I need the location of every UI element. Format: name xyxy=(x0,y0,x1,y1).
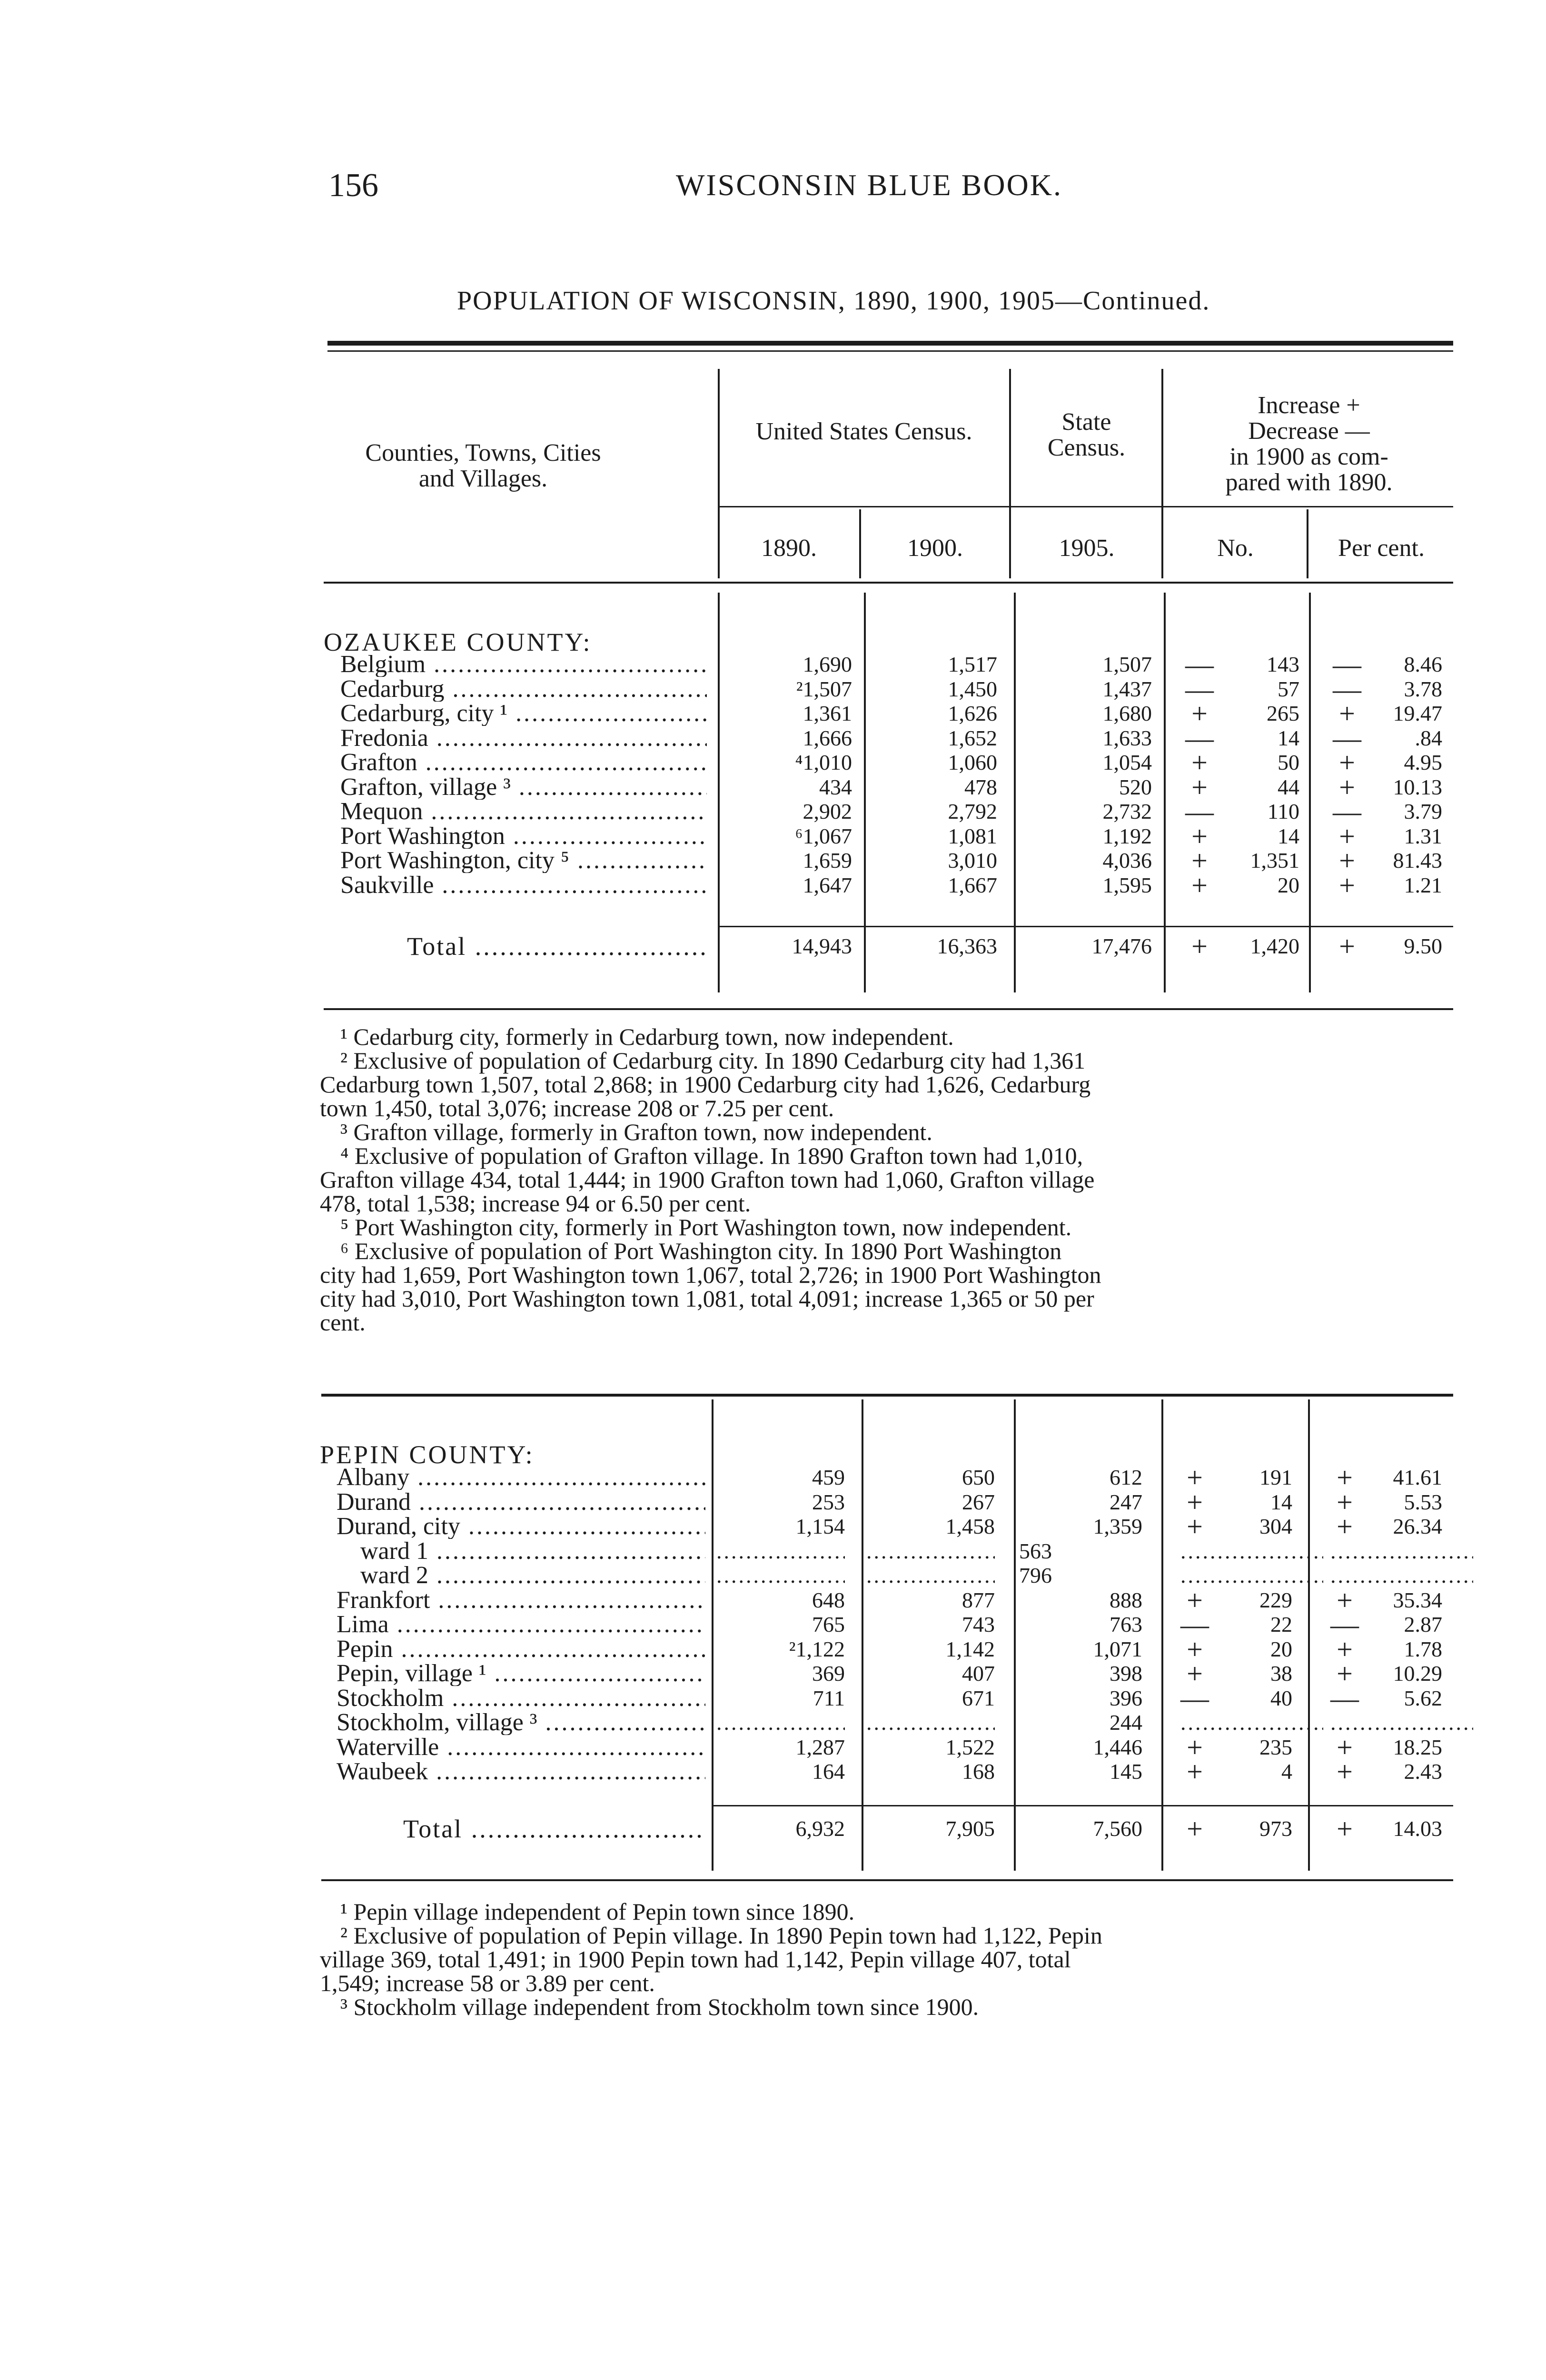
change-number: 229 xyxy=(1259,1587,1292,1612)
census-1900: 877 xyxy=(962,1587,995,1612)
census-1890: 164 xyxy=(812,1759,845,1784)
change-percent: 1.21 xyxy=(1404,873,1442,897)
census-1900: 3,010 xyxy=(948,848,997,873)
census-1905: 1,595 xyxy=(1102,873,1152,897)
change-percent: 35.34 xyxy=(1393,1587,1442,1612)
percent-sign: — xyxy=(1330,1682,1359,1714)
place-name: Belgium ..... xyxy=(340,652,707,677)
change-sign: — xyxy=(1185,649,1214,680)
percent-sign: + xyxy=(1337,1584,1353,1616)
footnote-line: city had 1,659, Port Washington town 1,067, total 2,726; in 1900 Port Washington xyxy=(320,1261,1101,1288)
page-number: 156 xyxy=(328,167,378,204)
footnote-line: town 1,450, total 3,076; increase 208 or 7.25 per cent. xyxy=(320,1095,834,1121)
footnote-line: city had 3,010, Port Washington town 1,081, total 4,091; increase 1,365 or 50 per xyxy=(320,1285,1094,1312)
change-number: 1,351 xyxy=(1250,848,1299,873)
table-row xyxy=(0,1682,1546,1714)
change-number: 38 xyxy=(1270,1661,1292,1686)
footnote-line: 1,549; increase 58 or 3.89 per cent. xyxy=(320,1970,655,1996)
footnote-line: ⁴ Exclusive of population of Grafton village. In 1890 Grafton town had 1,010, xyxy=(340,1142,1083,1169)
col-divider-no-head xyxy=(1161,369,1163,578)
ozaukee-county-heading: OZAUKEE COUNTY: xyxy=(324,628,592,656)
census-1905: 2,732 xyxy=(1102,799,1152,823)
census-1890: 253 xyxy=(812,1489,845,1514)
census-1905: 763 xyxy=(1110,1612,1142,1636)
census-1890: 1,154 xyxy=(795,1514,845,1538)
footnote-line: village 369, total 1,491; in 1900 Pepin town had 1,142, Pepin village 407, total xyxy=(320,1946,1071,1973)
change-number: 304 xyxy=(1259,1514,1292,1538)
change-percent: 2.87 xyxy=(1404,1612,1442,1636)
place-name: ward 2 ..... xyxy=(360,1563,705,1588)
col-divider-pct-head xyxy=(1307,509,1308,578)
census-1900: 1,522 xyxy=(945,1735,995,1759)
place-name: Grafton ..... xyxy=(340,750,707,775)
header-bottom-rule xyxy=(324,582,1453,584)
year-1890-header: 1890. xyxy=(761,535,817,562)
total-change-percent: 14.03 xyxy=(1393,1816,1442,1841)
census-1905: 612 xyxy=(1110,1465,1142,1489)
ozaukee-end-rule xyxy=(324,1008,1453,1010)
change-number: 44 xyxy=(1278,774,1299,799)
change-number: 22 xyxy=(1270,1612,1292,1636)
header-top-rule xyxy=(327,341,1453,346)
census-1905: 1,071 xyxy=(1093,1636,1142,1661)
change-percent: 8.46 xyxy=(1404,652,1442,676)
percent-sign: + xyxy=(1339,845,1355,876)
total-change-number: 1,420 xyxy=(1250,934,1299,958)
total-percent-sign: + xyxy=(1337,1813,1353,1844)
change-number: 14 xyxy=(1278,823,1299,848)
increase-line-3: in 1900 as com- xyxy=(1229,443,1388,470)
census-1905: 1,507 xyxy=(1102,652,1152,676)
total-change-percent: 9.50 xyxy=(1404,934,1442,958)
change-percent: 2.43 xyxy=(1404,1759,1442,1784)
percent-sign: + xyxy=(1339,771,1355,803)
total-1905: 7,560 xyxy=(1093,1816,1142,1841)
change-percent: 3.78 xyxy=(1404,676,1442,701)
census-1890: 369 xyxy=(812,1661,845,1686)
census-1890: 434 xyxy=(819,774,852,799)
table-row xyxy=(0,1633,1546,1665)
census-1905: 1,192 xyxy=(1102,823,1152,848)
dot-leader xyxy=(716,1539,845,1564)
census-1900: 1,458 xyxy=(945,1514,995,1538)
us-census-header: United States Census. xyxy=(755,418,972,445)
place-name: Lima ..... xyxy=(337,1612,705,1637)
change-sign: + xyxy=(1191,747,1208,778)
place-header-line-1: Counties, Towns, Cities xyxy=(365,439,601,466)
table-row xyxy=(0,722,1546,754)
footnote-line: ⁶ Exclusive of population of Port Washington city. In 1890 Port Washington xyxy=(340,1238,1062,1264)
change-number: 57 xyxy=(1278,676,1299,701)
census-1900: 1,060 xyxy=(948,750,997,774)
table-row xyxy=(0,1539,1546,1564)
percent-sign: + xyxy=(1337,1658,1353,1689)
census-1890: 1,690 xyxy=(803,652,852,676)
footnote-line: ¹ Pepin village independent of Pepin town since 1890. xyxy=(340,1898,855,1925)
col-divider-1905-head xyxy=(1009,369,1011,578)
percent-sign: — xyxy=(1333,649,1361,680)
increase-line-1: Increase + xyxy=(1258,392,1360,419)
place-name: Saukville ..... xyxy=(340,873,707,898)
census-1890: 459 xyxy=(812,1465,845,1489)
change-percent: 1.78 xyxy=(1404,1636,1442,1661)
header-top-thin-rule xyxy=(327,350,1453,352)
change-number: 4 xyxy=(1281,1759,1292,1784)
col-divider-1890-head xyxy=(718,369,720,578)
place-header-line-2: and Villages. xyxy=(418,465,548,492)
change-number: 14 xyxy=(1270,1489,1292,1514)
footnote-line: Cedarburg town 1,507, total 2,868; in 1900 Cedarburg city had 1,626, Cedarburg xyxy=(320,1071,1091,1098)
change-sign: + xyxy=(1191,820,1208,852)
change-percent: .84 xyxy=(1415,725,1442,750)
dot-leader xyxy=(866,1539,995,1564)
total-label: Total ..... xyxy=(403,1816,705,1841)
change-number: 20 xyxy=(1278,873,1299,897)
change-sign: + xyxy=(1187,1511,1203,1542)
change-sign: + xyxy=(1191,698,1208,729)
change-sign: + xyxy=(1187,1756,1203,1787)
census-1890: ⁴1,010 xyxy=(795,750,852,774)
table-row xyxy=(0,1609,1546,1640)
percent-sign: + xyxy=(1339,747,1355,778)
year-1900-header: 1900. xyxy=(907,535,963,562)
census-1900: 1,652 xyxy=(948,725,997,750)
census-1890: 1,361 xyxy=(803,701,852,725)
footnote-line: ⁵ Port Washington city, formerly in Port Washington town, now independent. xyxy=(340,1214,1072,1240)
percent-sign: — xyxy=(1330,1609,1359,1640)
no-header: No. xyxy=(1217,535,1254,562)
change-percent: 5.62 xyxy=(1404,1686,1442,1710)
table-row xyxy=(0,869,1546,901)
census-1890: 648 xyxy=(812,1587,845,1612)
census-1905: 145 xyxy=(1110,1759,1142,1784)
running-head: WISCONSIN BLUE BOOK. xyxy=(676,168,1062,202)
census-1890: 1,659 xyxy=(803,848,852,873)
table-row xyxy=(0,1462,1546,1493)
place-name: Waubeek ..... xyxy=(337,1759,705,1784)
census-1905: 1,437 xyxy=(1102,676,1152,701)
total-change-sign: + xyxy=(1187,1813,1203,1844)
footnote-line: 478, total 1,538; increase 94 or 6.50 per cent. xyxy=(320,1190,751,1217)
table-row xyxy=(0,1584,1546,1616)
change-number: 235 xyxy=(1259,1735,1292,1759)
census-1900: 1,626 xyxy=(948,701,997,725)
change-percent: 1.31 xyxy=(1404,823,1442,848)
census-1890: 765 xyxy=(812,1612,845,1636)
change-sign: + xyxy=(1191,845,1208,876)
census-1905: 1,359 xyxy=(1093,1514,1142,1538)
table-row xyxy=(0,1756,1546,1787)
dot-leader xyxy=(866,1710,995,1735)
census-1905: 1,680 xyxy=(1102,701,1152,725)
place-name: Grafton, village ³ ..... xyxy=(340,775,707,800)
change-percent: 4.95 xyxy=(1404,750,1442,774)
census-1900: 1,667 xyxy=(948,873,997,897)
year-1905-header: 1905. xyxy=(1059,535,1115,562)
census-1890: ²1,507 xyxy=(796,676,852,701)
change-number: 143 xyxy=(1267,652,1299,676)
place-name: Frankfort ..... xyxy=(337,1588,705,1613)
percent-sign: + xyxy=(1337,1486,1353,1518)
total-1900: 16,363 xyxy=(937,934,997,958)
change-sign: — xyxy=(1185,722,1214,754)
census-1890: 711 xyxy=(813,1686,845,1710)
census-1890: 1,647 xyxy=(803,873,852,897)
place-name: Durand, city ..... xyxy=(337,1514,705,1539)
place-name: Port Washington ..... xyxy=(340,824,707,849)
census-1905: 563 xyxy=(1019,1538,1052,1563)
state-census-line-1: State xyxy=(1061,408,1111,436)
state-census-header xyxy=(1014,409,1159,461)
change-sign: — xyxy=(1180,1682,1209,1714)
table-row xyxy=(0,820,1546,852)
place-name: Stockholm ..... xyxy=(337,1686,705,1711)
census-1890: 1,666 xyxy=(803,725,852,750)
total-change-number: 973 xyxy=(1259,1816,1292,1841)
dot-leader xyxy=(866,1563,995,1588)
ozaukee-total-rule xyxy=(718,926,1453,927)
change-sign: — xyxy=(1185,796,1214,827)
place-name: Cedarburg, city ¹ ..... xyxy=(340,701,707,726)
census-1890: ²1,122 xyxy=(789,1636,845,1661)
percent-sign: + xyxy=(1339,869,1355,901)
census-1900: 168 xyxy=(962,1759,995,1784)
change-percent: 5.53 xyxy=(1404,1489,1442,1514)
total-1890: 6,932 xyxy=(795,1816,845,1841)
footnote-line: ³ Grafton village, formerly in Grafton town, now independent. xyxy=(340,1119,932,1145)
total-1900: 7,905 xyxy=(945,1816,995,1841)
place-name: Mequon ..... xyxy=(340,799,707,824)
change-sign: + xyxy=(1191,771,1208,803)
census-1905: 1,054 xyxy=(1102,750,1152,774)
table-title: POPULATION OF WISCONSIN, 1890, 1900, 1905—Continued. xyxy=(457,286,1210,316)
change-sign: + xyxy=(1187,1633,1203,1665)
census-1900: 1,517 xyxy=(948,652,997,676)
change-number: 191 xyxy=(1259,1465,1292,1489)
percent-sign: + xyxy=(1337,1511,1353,1542)
footnote-line: cent. xyxy=(320,1309,366,1336)
percent-sign: — xyxy=(1333,796,1361,827)
census-1890: ⁶1,067 xyxy=(795,823,852,848)
percent-sign: — xyxy=(1333,673,1361,705)
percent-sign: + xyxy=(1337,1633,1353,1665)
place-name: Pepin, village ¹ ..... xyxy=(337,1661,705,1686)
place-name: Waterville ..... xyxy=(337,1735,705,1760)
total-row xyxy=(0,1813,1546,1844)
percent-sign: + xyxy=(1339,698,1355,729)
change-sign: + xyxy=(1187,1731,1203,1763)
percent-sign: + xyxy=(1337,1756,1353,1787)
change-sign: — xyxy=(1185,673,1214,705)
footnote-line: Grafton village 434, total 1,444; in 1900 Grafton town had 1,060, Grafton village xyxy=(320,1166,1095,1193)
place-name: Fredonia ..... xyxy=(340,726,707,751)
change-percent: 18.25 xyxy=(1393,1735,1442,1759)
table-row xyxy=(0,796,1546,827)
census-1890: 1,287 xyxy=(795,1735,845,1759)
table-row xyxy=(0,1511,1546,1542)
census-1905: 4,036 xyxy=(1102,848,1152,873)
change-sign: — xyxy=(1180,1609,1209,1640)
census-1900: 267 xyxy=(962,1489,995,1514)
change-percent: 19.47 xyxy=(1393,701,1442,725)
change-sign: + xyxy=(1187,1584,1203,1616)
increase-line-4: pared with 1890. xyxy=(1225,469,1393,496)
census-1905: 247 xyxy=(1110,1489,1142,1514)
census-1900: 478 xyxy=(964,774,997,799)
dot-leader xyxy=(1330,1539,1473,1564)
footnote-line: ¹ Cedarburg city, formerly in Cedarburg town, now independent. xyxy=(340,1023,954,1050)
change-percent: 3.79 xyxy=(1404,799,1442,823)
change-number: 14 xyxy=(1278,725,1299,750)
census-1900: 1,142 xyxy=(945,1636,995,1661)
place-name: Cedarburg ..... xyxy=(340,677,707,702)
change-number: 50 xyxy=(1278,750,1299,774)
total-row xyxy=(0,931,1546,962)
place-name: Pepin ..... xyxy=(337,1637,705,1662)
dot-leader xyxy=(716,1710,845,1735)
percent-sign: + xyxy=(1337,1462,1353,1493)
total-percent-sign: + xyxy=(1339,931,1355,962)
footnote-line: ³ Stockholm village independent from Stockholm town since 1900. xyxy=(340,1993,979,2020)
pepin-total-rule xyxy=(712,1805,1453,1806)
census-1905: 398 xyxy=(1110,1661,1142,1686)
header-mid-rule xyxy=(718,506,1453,507)
percent-sign: — xyxy=(1333,722,1361,754)
census-1900: 671 xyxy=(962,1686,995,1710)
state-census-line-2: Census. xyxy=(1047,434,1126,461)
census-1905: 244 xyxy=(1110,1710,1142,1735)
place-header xyxy=(364,440,602,492)
table-row xyxy=(0,1731,1546,1763)
census-1900: 650 xyxy=(962,1465,995,1489)
change-percent: 10.13 xyxy=(1393,774,1442,799)
table-row xyxy=(0,1658,1546,1689)
total-change-sign: + xyxy=(1191,931,1208,962)
census-1900: 407 xyxy=(962,1661,995,1686)
pepin-top-rule xyxy=(321,1394,1453,1397)
percent-sign: + xyxy=(1339,820,1355,852)
census-1900: 2,792 xyxy=(948,799,997,823)
table-row xyxy=(0,698,1546,729)
table-row xyxy=(0,1486,1546,1518)
change-percent: 26.34 xyxy=(1393,1514,1442,1538)
table-row xyxy=(0,673,1546,705)
increase-line-2: Decrease — xyxy=(1248,417,1370,445)
census-1900: 1,450 xyxy=(948,676,997,701)
dot-leader xyxy=(716,1563,845,1588)
increase-header xyxy=(1166,393,1452,496)
place-name: Albany ..... xyxy=(337,1465,705,1490)
place-name: ward 1 ..... xyxy=(360,1539,705,1564)
change-percent: 10.29 xyxy=(1393,1661,1442,1686)
change-number: 40 xyxy=(1270,1686,1292,1710)
table-row xyxy=(0,747,1546,778)
table-row xyxy=(0,649,1546,680)
table-row xyxy=(0,1710,1546,1735)
footnote-line: ² Exclusive of population of Pepin village. In 1890 Pepin town had 1,122, Pepin xyxy=(340,1922,1102,1949)
census-1905: 1,446 xyxy=(1093,1735,1142,1759)
table-row xyxy=(0,845,1546,876)
census-1905: 888 xyxy=(1110,1587,1142,1612)
census-1905: 796 xyxy=(1019,1563,1052,1587)
table-row xyxy=(0,1563,1546,1588)
census-1900: 1,081 xyxy=(948,823,997,848)
change-sign: + xyxy=(1187,1486,1203,1518)
census-1905: 1,633 xyxy=(1102,725,1152,750)
census-1905: 520 xyxy=(1119,774,1152,799)
table-row xyxy=(0,771,1546,803)
change-percent: 41.61 xyxy=(1393,1465,1442,1489)
census-1890: 2,902 xyxy=(803,799,852,823)
change-percent: 81.43 xyxy=(1393,848,1442,873)
percent-sign: + xyxy=(1337,1731,1353,1763)
footnote-line: ² Exclusive of population of Cedarburg city. In 1890 Cedarburg city had 1,361 xyxy=(340,1047,1086,1074)
change-sign: + xyxy=(1191,869,1208,901)
place-name: Durand ..... xyxy=(337,1490,705,1515)
change-number: 20 xyxy=(1270,1636,1292,1661)
change-sign: + xyxy=(1187,1462,1203,1493)
change-number: 110 xyxy=(1267,799,1299,823)
place-name: Port Washington, city ⁵ ..... xyxy=(340,848,707,873)
total-1890: 14,943 xyxy=(792,934,852,958)
change-sign: + xyxy=(1187,1658,1203,1689)
census-1900: 743 xyxy=(962,1612,995,1636)
census-1905: 396 xyxy=(1110,1686,1142,1710)
pepin-end-rule xyxy=(321,1879,1453,1881)
pepin-county-heading: PEPIN COUNTY: xyxy=(320,1440,535,1469)
per-cent-header: Per cent. xyxy=(1338,535,1425,562)
total-1905: 17,476 xyxy=(1091,934,1152,958)
col-divider-1900-head xyxy=(859,509,861,578)
dot-leader xyxy=(1180,1539,1323,1564)
place-name: Stockholm, village ³ ..... xyxy=(337,1710,705,1735)
total-label: Total ..... xyxy=(407,934,707,959)
change-number: 265 xyxy=(1267,701,1299,725)
